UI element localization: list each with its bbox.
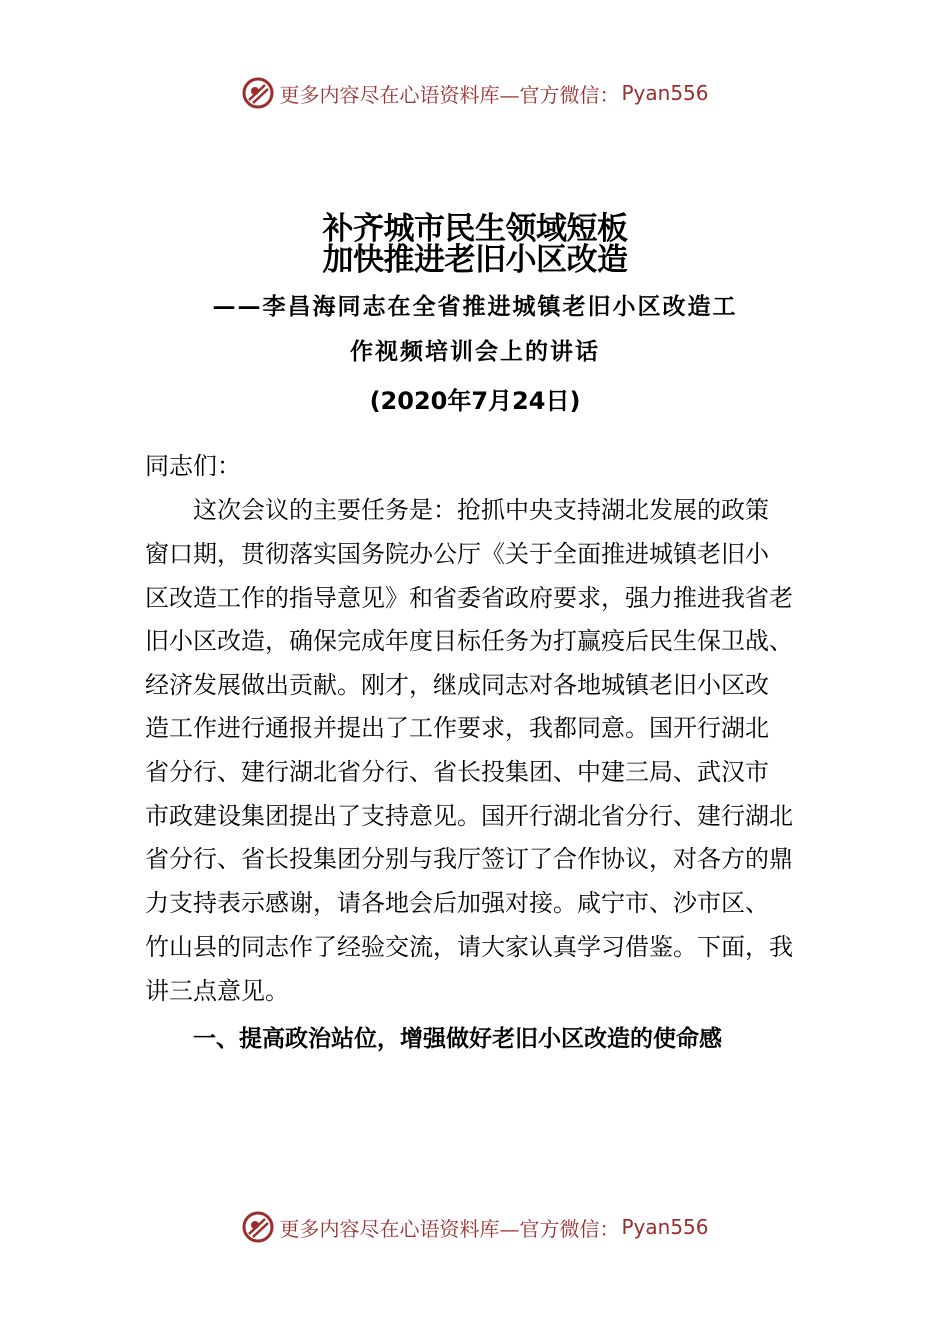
footer-watermark — [0, 1207, 950, 1247]
watermark-text: 更多内容尽在心语资料库—官方微信： — [279, 1216, 620, 1241]
paragraph-line: 市政建设集团提出了支持意见。国开行湖北省分行、建行湖北 — [145, 802, 793, 830]
speech-date: (2020年7月24日) — [369, 387, 581, 415]
paragraph-line: 旧小区改造，确保完成年度目标任务为打赢疫后民生保卫战、 — [145, 627, 793, 655]
paragraph-line: 造工作进行通报并提出了工作要求，我都同意。国开行湖北 — [145, 714, 769, 742]
paragraph-line: 力支持表示感谢，请各地会后加强对接。咸宁市、沙市区、 — [145, 889, 769, 917]
section-heading: 一、提高政治站位，增强做好老旧小区改造的使命感 — [193, 1026, 722, 1052]
paragraph-line: 竹山县的同志作了经验交流，请大家认真学习借鉴。下面，我 — [145, 933, 793, 961]
paragraph-line: 经济发展做出贡献。刚才，继成同志对各地城镇老旧小区改 — [145, 671, 769, 699]
header-watermark — [0, 73, 950, 113]
document-subtitle-line-2: 作视频培训会上的讲话 — [350, 338, 600, 365]
document-subtitle-line-1: ——李昌海同志在全省推进城镇老旧小区改造工 — [212, 293, 738, 320]
paragraph-line: 区改造工作的指导意见》和省委省政府要求，强力推进我省老 — [145, 584, 793, 612]
paragraph-line: 这次会议的主要任务是：抢抓中央支持湖北发展的政策 — [193, 496, 769, 524]
watermark-wechat-id: Pyan556 — [621, 1215, 709, 1239]
seal-logo-icon — [241, 1210, 275, 1244]
watermark-wechat-id: Pyan556 — [621, 81, 709, 105]
document-title-line-1: 补齐城市民生领域短板 — [322, 211, 628, 247]
seal-logo-icon — [241, 76, 275, 110]
paragraph-line: 讲三点意见。 — [145, 977, 289, 1005]
document-title-line-2: 加快推进老旧小区改造 — [322, 242, 628, 278]
paragraph-line: 省分行、建行湖北省分行、省长投集团、中建三局、武汉市 — [145, 758, 769, 786]
paragraph-line: 窗口期，贯彻落实国务院办公厅《关于全面推进城镇老旧小 — [145, 540, 769, 568]
salutation: 同志们： — [145, 452, 241, 480]
watermark-text: 更多内容尽在心语资料库—官方微信： — [279, 82, 620, 107]
paragraph-line: 省分行、省长投集团分别与我厅签订了合作协议，对各方的鼎 — [145, 845, 793, 873]
